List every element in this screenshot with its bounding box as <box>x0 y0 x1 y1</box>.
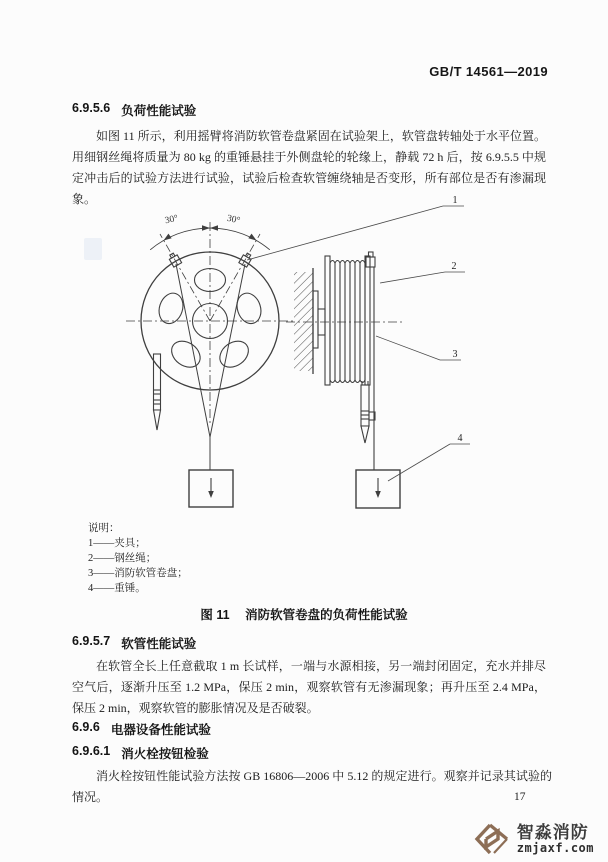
section-title: 软管性能试验 <box>121 637 197 651</box>
callout-3 <box>376 336 461 360</box>
svg-text:1: 1 <box>452 195 458 206</box>
figure-legend <box>88 521 188 596</box>
standard-number: GB/T 14561—2019 <box>429 64 548 79</box>
paragraph-load-test: 如图 11 所示，利用摇臂将消防软管卷盘紧固在试验架上，软管盘转轴处于水平位置。用细钢丝绳将质量为 80 kg 的重锤悬挂于外侧盘轮的轮缘上，静载 72 h 后，按 6.9.5.5 中规定冲击后的试验方法进行试验，试验后检查软管缠绕轴是否变形，所有部位是否有渗漏现象。 <box>72 129 546 206</box>
callout-4 <box>388 433 470 481</box>
section-number: 6.9.5.6 <box>72 101 111 115</box>
section-title: 电器设备性能试验 <box>110 723 211 737</box>
section-heading-696 <box>72 720 211 738</box>
paragraph-button-test: 消火栓按钮性能试验方法按 GB 16806—2006 中 5.12 的规定进行。观察并记录其试验的情况。 <box>72 769 552 804</box>
figure-caption <box>0 605 608 623</box>
callout-2 <box>380 261 465 283</box>
weight-right <box>356 470 400 508</box>
section-heading-6961 <box>72 744 209 762</box>
section-number: 6.9.6.1 <box>72 744 111 758</box>
svg-text:2: 2 <box>451 261 457 272</box>
legend-item: 4——重锤。 <box>88 583 146 594</box>
legend-item: 1——夹具； <box>88 538 146 549</box>
section-title: 消火栓按钮检验 <box>121 747 209 761</box>
legend-item: 3——消防软管卷盘； <box>88 568 188 579</box>
wall-hatch <box>294 272 313 371</box>
section-number: 6.9.5.7 <box>72 634 111 648</box>
section-title: 负荷性能试验 <box>121 104 197 118</box>
side-view-reel <box>286 252 402 385</box>
nozzle-side <box>361 381 375 443</box>
legend-item: 2——钢丝绳； <box>88 553 157 564</box>
angle-label-right: 30° <box>225 213 241 227</box>
section-heading-6957 <box>72 634 196 652</box>
callout-1 <box>247 195 464 260</box>
weight-left <box>189 470 233 507</box>
legend-label: 说明： <box>88 523 120 534</box>
page-number: 17 <box>514 791 526 803</box>
svg-text:3: 3 <box>452 349 458 360</box>
paragraph-hose-test: 在软管全长上任意截取 1 m 长试样，一端与水源相接，另一端封闭固定，充水并排尽空气后，逐渐升压至 1.2 MPa，保压 2 min，观察软管有无渗漏现象；再升压至 2.4 MPa，保压 2 min，观察软管的膨胀情况及是否破裂。 <box>72 659 546 715</box>
svg-text:4: 4 <box>457 433 463 444</box>
angle-label-left: 30° <box>164 213 180 227</box>
brand-site: zmjaxf.com <box>516 840 594 855</box>
watermark-brand <box>474 822 594 856</box>
brand-logo-icon <box>474 822 510 856</box>
front-view-wheel <box>126 222 296 425</box>
brand-name: 智淼消防 <box>516 822 589 842</box>
figure-number: 图 11 <box>200 608 230 622</box>
figure-title: 消防软管卷盘的负荷性能试验 <box>245 608 408 622</box>
section-number: 6.9.6 <box>72 720 100 734</box>
